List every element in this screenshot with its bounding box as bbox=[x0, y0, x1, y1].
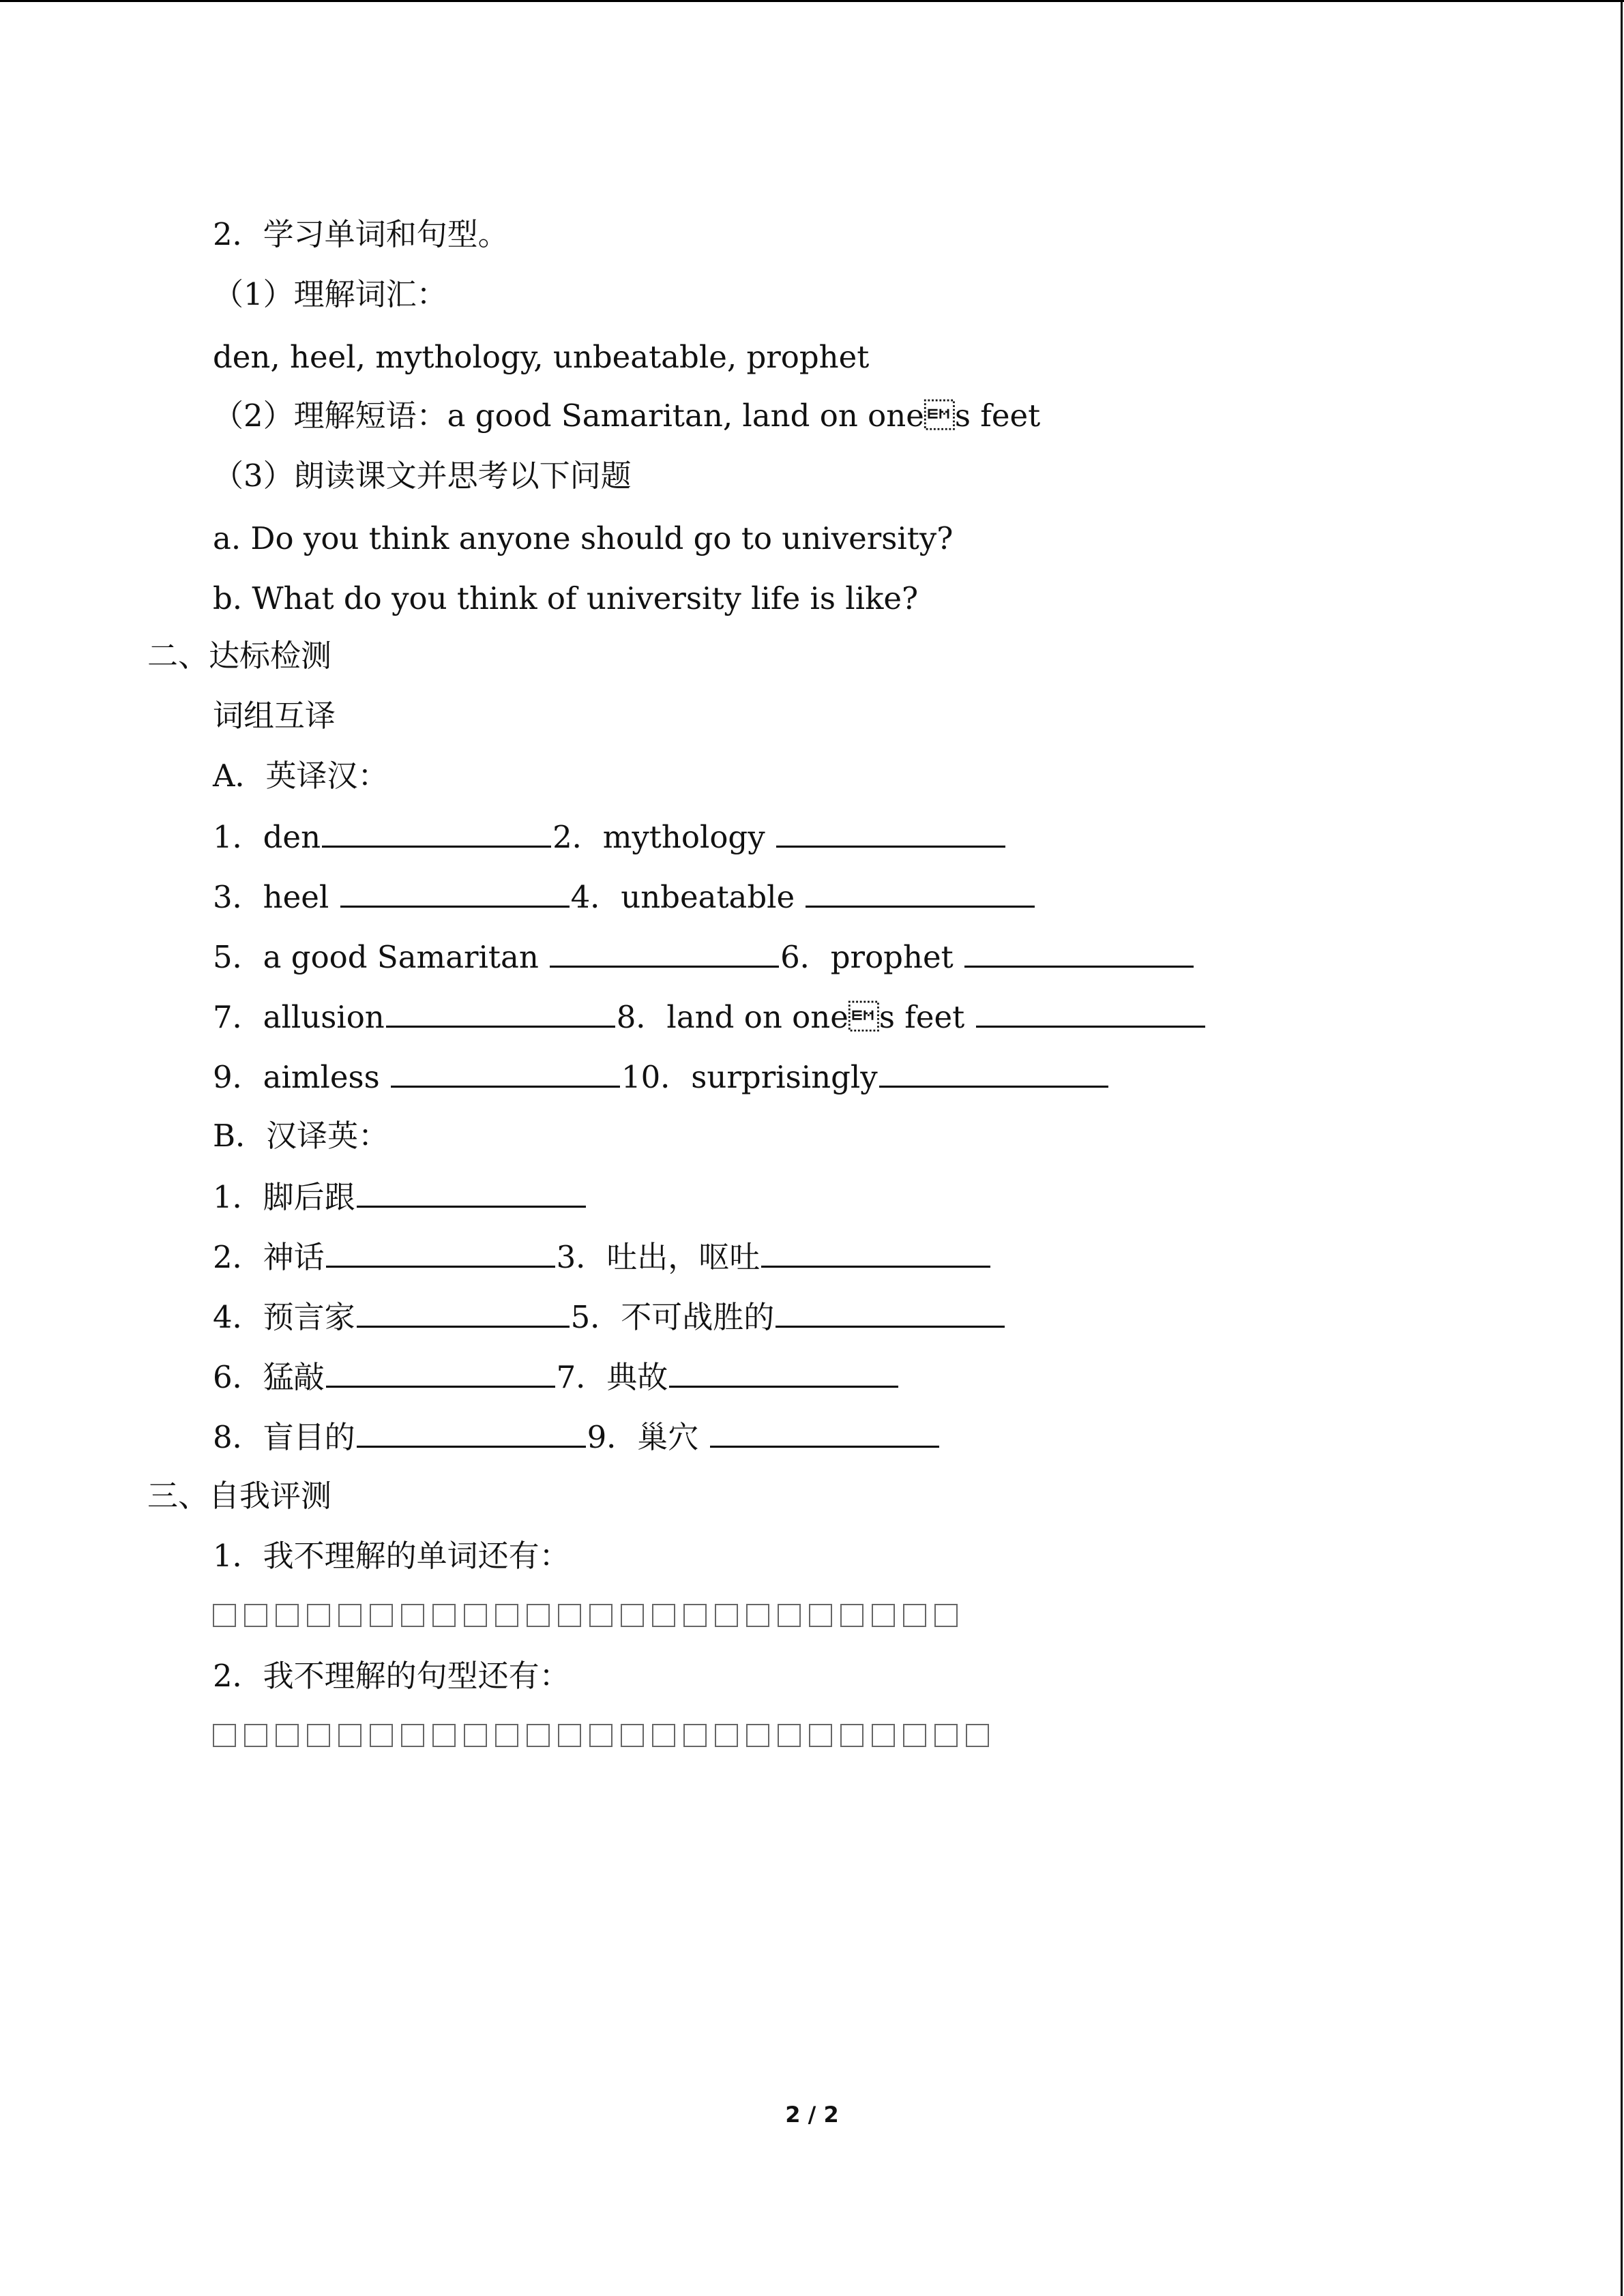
prompt: 1．den bbox=[213, 819, 321, 855]
answer-blank[interactable] bbox=[806, 876, 1035, 908]
page-number: 2 / 2 bbox=[785, 2102, 839, 2128]
exercise-row bbox=[213, 1296, 1006, 1338]
answer-blank[interactable] bbox=[669, 1356, 898, 1388]
vocab-label: （1）理解词汇： bbox=[213, 276, 447, 312]
answer-blank[interactable] bbox=[357, 1416, 586, 1448]
answer-blank[interactable] bbox=[326, 1236, 555, 1268]
section-heading: 二、达标检测 bbox=[147, 638, 332, 674]
exercise-row bbox=[213, 1416, 941, 1458]
question-a: a. Do you think anyone should go to university? bbox=[213, 520, 954, 556]
question-b: b. What do you think of university life is like? bbox=[213, 580, 919, 616]
part-a-title: A．英译汉： bbox=[213, 758, 389, 794]
prompt: 4．unbeatable bbox=[570, 879, 805, 915]
exercise-row bbox=[213, 816, 1007, 858]
answer-blank[interactable] bbox=[322, 816, 551, 848]
prompt: 3．heel bbox=[213, 879, 339, 915]
section-heading: 2．学习单词和句型。 bbox=[213, 216, 509, 252]
exercise-row bbox=[213, 876, 1036, 918]
word-answer-boxes[interactable] bbox=[213, 1596, 958, 1627]
prompt: 6．猛敲 bbox=[213, 1359, 325, 1395]
vocab-list: den, heel, mythology, unbeatable, prophet bbox=[213, 339, 870, 375]
answer-blank[interactable] bbox=[386, 996, 615, 1028]
exercise-row bbox=[213, 1176, 587, 1218]
exercise-row bbox=[213, 1056, 1110, 1098]
answer-blank[interactable] bbox=[340, 876, 570, 908]
prompt: 10．surprisingly bbox=[621, 1059, 878, 1095]
self-check-sentences: 2．我不理解的句型还有： bbox=[213, 1658, 570, 1694]
prompt: 7．典故 bbox=[556, 1359, 668, 1395]
prompt: 4．预言家 bbox=[213, 1299, 355, 1335]
exercise-row bbox=[213, 1356, 900, 1398]
exercise-row bbox=[213, 996, 1207, 1038]
prompt: 9．aimless bbox=[213, 1059, 390, 1095]
self-check-words: 1．我不理解的单词还有： bbox=[213, 1538, 570, 1574]
answer-blank[interactable] bbox=[710, 1416, 939, 1448]
top-border bbox=[0, 0, 1624, 2]
answer-blank[interactable] bbox=[976, 996, 1205, 1028]
sentence-answer-boxes[interactable] bbox=[213, 1716, 989, 1747]
reading-task: （3）朗读课文并思考以下问题 bbox=[213, 458, 632, 494]
exercise-row bbox=[213, 1236, 992, 1278]
subsection-title: 词组互译 bbox=[213, 698, 336, 734]
prompt: 9．巢穴 bbox=[587, 1419, 709, 1455]
prompt: 8．land on ones feet bbox=[616, 999, 975, 1035]
answer-blank[interactable] bbox=[776, 816, 1005, 848]
exercise-row bbox=[213, 936, 1195, 978]
prompt: 2．神话 bbox=[213, 1239, 325, 1275]
prompt: 5．不可战胜的 bbox=[570, 1299, 775, 1335]
phrase-label: （2）理解短语：a good Samaritan, land on ones feet bbox=[213, 398, 1041, 434]
section-heading: 三、自我评测 bbox=[147, 1478, 332, 1514]
right-border bbox=[1621, 0, 1623, 2296]
prompt: 1．脚后跟 bbox=[213, 1179, 355, 1215]
answer-blank[interactable] bbox=[776, 1296, 1005, 1328]
prompt: 5．a good Samaritan bbox=[213, 939, 549, 975]
answer-blank[interactable] bbox=[550, 936, 779, 968]
answer-blank[interactable] bbox=[761, 1236, 990, 1268]
answer-blank[interactable] bbox=[357, 1176, 586, 1208]
answer-blank[interactable] bbox=[879, 1056, 1108, 1088]
prompt: 2．mythology bbox=[552, 819, 775, 855]
prompt: 3．吐出，呕吐 bbox=[556, 1239, 761, 1275]
answer-blank[interactable] bbox=[326, 1356, 555, 1388]
prompt: 7．allusion bbox=[213, 999, 385, 1035]
answer-blank[interactable] bbox=[391, 1056, 620, 1088]
answer-blank[interactable] bbox=[964, 936, 1194, 968]
answer-blank[interactable] bbox=[357, 1296, 570, 1328]
prompt: 8．盲目的 bbox=[213, 1419, 355, 1455]
part-b-title: B．汉译英： bbox=[213, 1118, 389, 1154]
prompt: 6．prophet bbox=[780, 939, 963, 975]
